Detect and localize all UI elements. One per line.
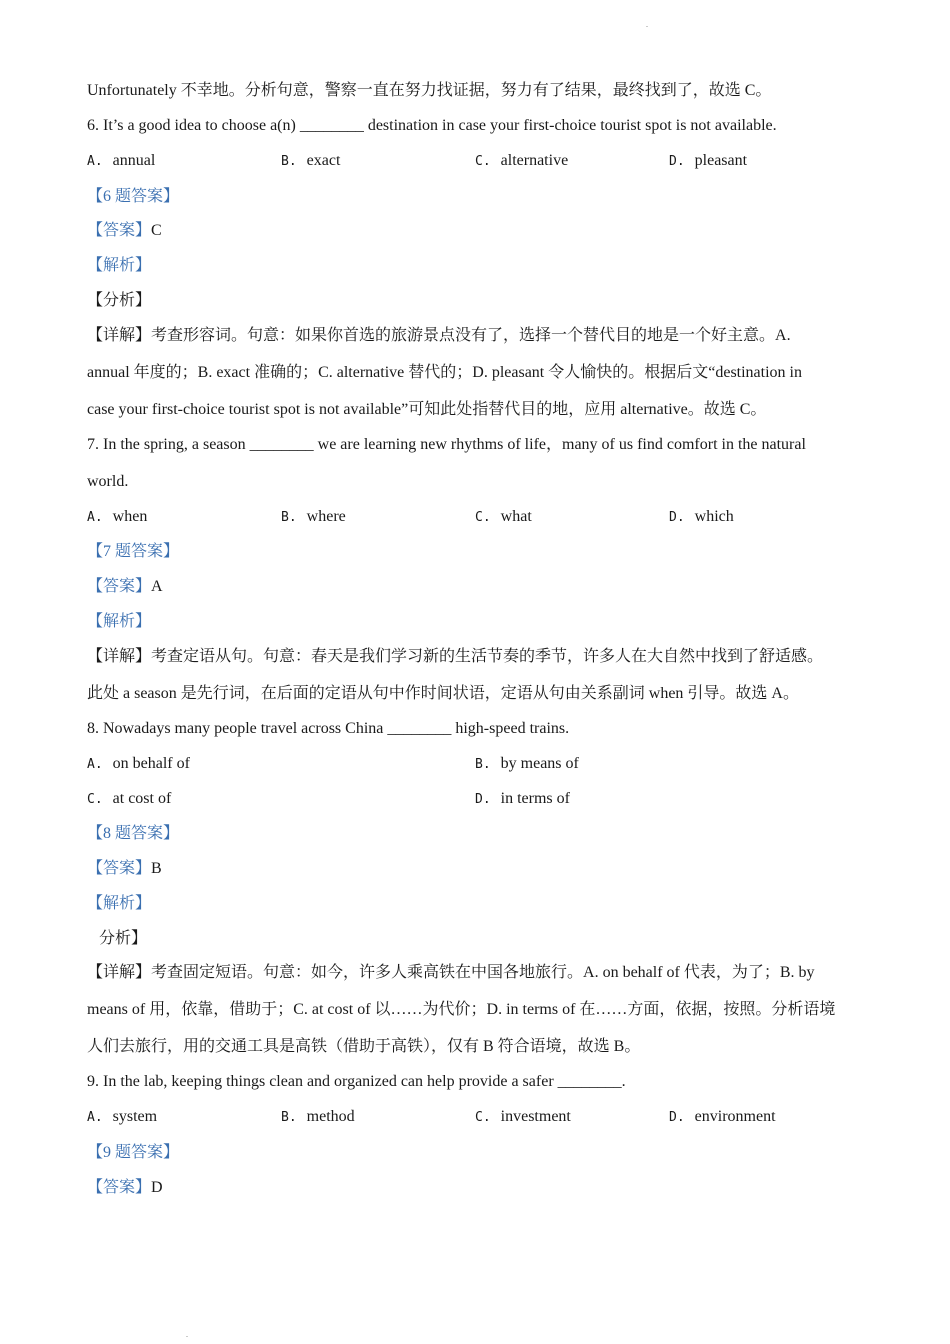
q6-answer-line (87, 221, 162, 241)
option-letter: B. (281, 154, 297, 169)
q6-option-c (475, 151, 568, 172)
q8-option-b (475, 754, 579, 775)
answer-value: B (151, 860, 162, 877)
q9-option-b (281, 1107, 355, 1128)
detail-label: 【详解】 (87, 327, 152, 344)
q9-option-c (475, 1107, 571, 1128)
answer-value: C (151, 222, 162, 239)
answer-label: 【答案】 (87, 578, 152, 595)
q6-stem: 6. It’s a good idea to choose a(n) ________ destination in case your first-choice tourist spot is not available. (87, 117, 777, 134)
option-text: pleasant (694, 152, 748, 169)
option-text: at cost of (112, 790, 172, 807)
q9-option-d (669, 1107, 776, 1128)
q8-option-a (87, 754, 190, 775)
q7-option-b (281, 507, 346, 528)
q7-option-d (669, 507, 734, 528)
option-letter: B. (281, 1110, 297, 1125)
q7-option-c (475, 507, 532, 528)
option-letter: C. (475, 1110, 491, 1125)
q6-answer-heading: 【6 题答案】 (87, 188, 180, 205)
q9-answer-line (87, 1178, 163, 1198)
option-letter: A. (87, 757, 103, 772)
q6-fenxi-label: 【分析】 (87, 292, 152, 309)
option-letter: B. (281, 510, 297, 525)
q7-answer-heading: 【7 题答案】 (87, 543, 180, 560)
q9-answer-heading: 【9 题答案】 (87, 1144, 180, 1161)
answer-label: 【答案】 (87, 860, 152, 877)
answer-value: D (151, 1179, 163, 1196)
q8-option-d (475, 789, 570, 810)
option-letter: A. (87, 1110, 103, 1125)
option-letter: B. (475, 757, 491, 772)
option-letter: C. (475, 154, 491, 169)
q7-option-a (87, 507, 147, 528)
detail-label: 【详解】 (87, 648, 152, 665)
answer-label: 【答案】 (87, 1179, 152, 1196)
option-text: where (306, 508, 346, 525)
option-letter: C. (87, 792, 103, 807)
detail-text: 考查固定短语。句意：如今，许多人乘高铁在中国各地旅行。A. on behalf of 代表，为了；B. by (151, 964, 815, 981)
q8-detail-line-3: 人们去旅行，用的交通工具是高铁（借助于高铁），仅有 B 符合语境，故选 B。 (87, 1038, 641, 1055)
detail-label: 【详解】 (87, 964, 152, 981)
option-text: system (112, 1108, 158, 1125)
option-text: annual (112, 152, 156, 169)
option-text: what (500, 508, 532, 525)
intro-line: Unfortunately 不幸地。分析句意，警察一直在努力找证据，努力有了结果，最终找到了，故选 C。 (87, 82, 772, 99)
option-text: environment (694, 1108, 776, 1125)
q8-detail-line-2: means of 用，依靠，借助于；C. at cost of 以……为代价；D. in terms of 在……方面，依据，按照。分析语境 (87, 1001, 836, 1018)
option-text: in terms of (500, 790, 570, 807)
option-letter: D. (669, 1110, 685, 1125)
q8-answer-heading: 【8 题答案】 (87, 825, 180, 842)
detail-text: 考查定语从句。句意：春天是我们学习新的生活节奏的季节，许多人在大自然中找到了舒适感。 (151, 648, 824, 665)
top-dot-mark: . (646, 20, 648, 29)
option-text: method (306, 1108, 355, 1125)
q8-analysis-label: 【解析】 (87, 895, 152, 912)
option-text: which (694, 508, 734, 525)
q8-answer-line (87, 859, 162, 879)
q8-option-c (87, 789, 171, 810)
q7-analysis-label: 【解析】 (87, 613, 152, 630)
q7-detail-line-2: 此处 a season 是先行词，在后面的定语从句中作时间状语，定语从句由关系副词 when 引导。故选 A。 (87, 685, 799, 702)
q7-detail-line-1 (87, 647, 823, 667)
option-text: exact (306, 152, 341, 169)
q6-detail-line-3: case your first-choice tourist spot is not available”可知此处指替代目的地，应用 alternative。故选 C。 (87, 401, 767, 418)
q6-option-b (281, 151, 340, 172)
option-letter: A. (87, 510, 103, 525)
detail-text: 考查形容词。句意：如果你首选的旅游景点没有了，选择一个替代目的地是一个好主意。A. (151, 327, 791, 344)
q6-option-d (669, 151, 747, 172)
option-letter: A. (87, 154, 103, 169)
q9-stem: 9. In the lab, keeping things clean and organized can help provide a safer ________. (87, 1073, 626, 1090)
bottom-dot-mark: . (186, 1330, 188, 1339)
q8-fenxi-label: 分析】 (99, 930, 148, 947)
answer-value: A (151, 578, 163, 595)
q7-stem-line-2: world. (87, 473, 129, 490)
q7-answer-line (87, 577, 163, 597)
option-letter: D. (475, 792, 491, 807)
option-text: on behalf of (112, 755, 190, 772)
q8-detail-line-1 (87, 963, 815, 983)
q6-option-a (87, 151, 155, 172)
q6-detail-line-2: annual 年度的；B. exact 准确的；C. alternative 替代的；D. pleasant 令人愉快的。根据后文“destination in (87, 364, 802, 381)
q9-option-a (87, 1107, 157, 1128)
q6-analysis-label: 【解析】 (87, 257, 152, 274)
q8-stem: 8. Nowadays many people travel across China ________ high-speed trains. (87, 720, 570, 737)
q7-stem-line-1: 7. In the spring, a season ________ we are learning new rhythms of life，many of us find comfort in the natural (87, 436, 806, 453)
q6-detail-line-1 (87, 326, 791, 346)
answer-label: 【答案】 (87, 222, 152, 239)
option-letter: C. (475, 510, 491, 525)
option-text: by means of (500, 755, 579, 772)
option-text: when (112, 508, 148, 525)
option-text: alternative (500, 152, 569, 169)
option-letter: D. (669, 154, 685, 169)
option-letter: D. (669, 510, 685, 525)
option-text: investment (500, 1108, 571, 1125)
